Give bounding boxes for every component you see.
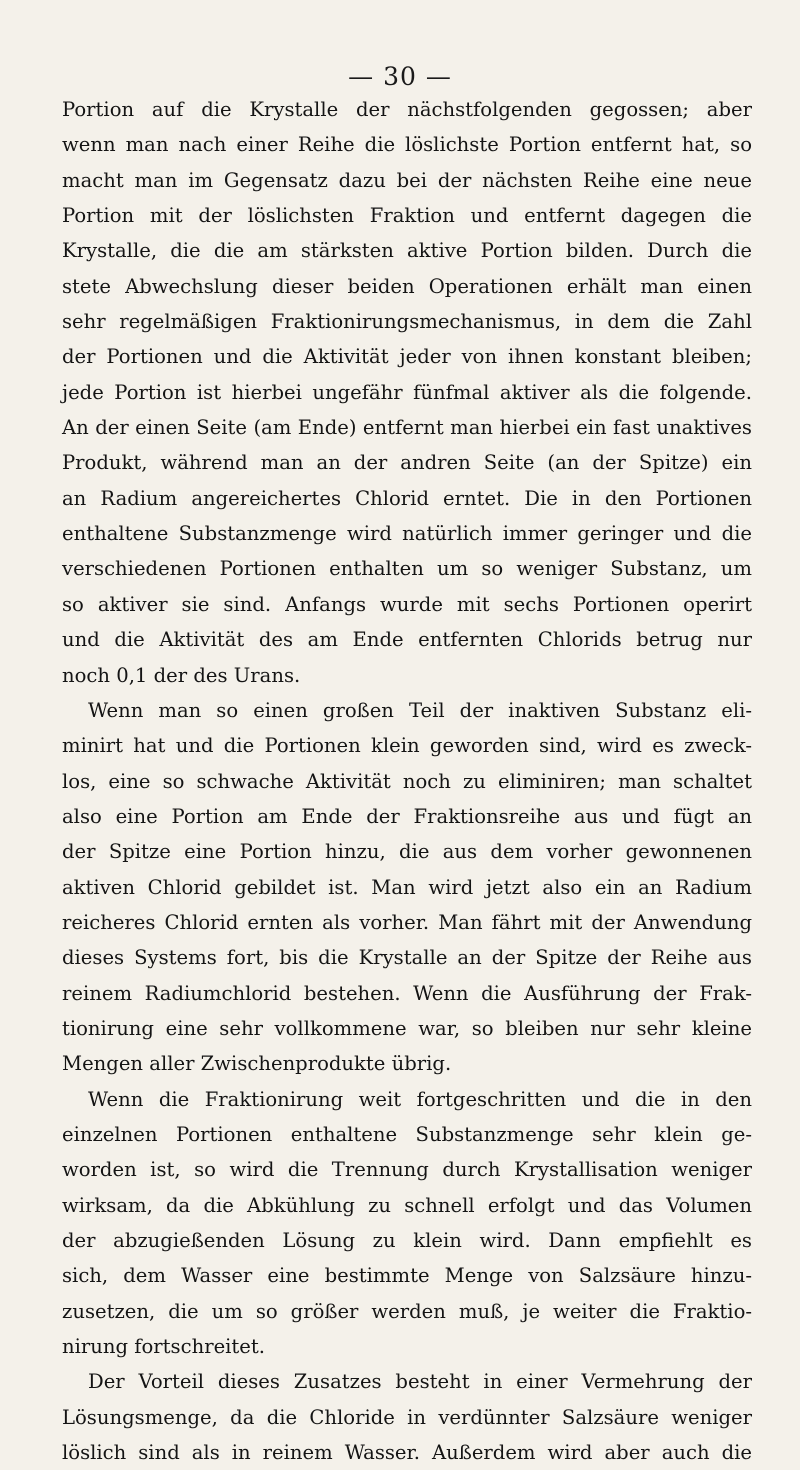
text-line: so aktiver sie sind. Anfangs wurde mit sechs Portionen operirt	[62, 592, 752, 616]
text-line: löslich sind als in reinem Wasser. Außerdem wird aber auch die	[62, 1441, 752, 1465]
text-line: Der Vorteil dieses Zusatzes besteht in einer Vermehrung der	[88, 1370, 752, 1394]
text-line: aktiven Chlorid gebildet ist. Man wird jetzt also ein an Radium	[62, 875, 752, 899]
text-line: worden ist, so wird die Trennung durch Krystallisation weniger	[62, 1158, 752, 1182]
text-line: verschiedenen Portionen enthalten um so weniger Substanz, um	[62, 557, 752, 581]
text-line: stete Abwechslung dieser beiden Operationen erhält man einen	[62, 274, 752, 298]
text-line: sehr regelmäßigen Fraktionirungsmechanismus, in dem die Zahl	[62, 310, 752, 334]
text-line: jede Portion ist hierbei ungefähr fünfmal aktiver als die folgende.	[62, 380, 752, 404]
text-line: Produkt, während man an der andren Seite (an der Spitze) ein	[62, 451, 752, 475]
text-line: einzelnen Portionen enthaltene Substanzmenge sehr klein ge-	[62, 1122, 752, 1146]
text-line: wenn man nach einer Reihe die löslichste Portion entfernt hat, so	[62, 133, 752, 157]
text-line: der abzugießenden Lösung zu klein wird. Dann empfiehlt es	[62, 1229, 752, 1252]
text-line: reinem Radiumchlorid bestehen. Wenn die Ausführung der Frak-	[62, 981, 752, 1005]
text-line: macht man im Gegensatz dazu bei der nächsten Reihe eine neue	[62, 168, 752, 192]
text-line: nirung fortschreitet.	[62, 1335, 265, 1359]
text-line: sich, dem Wasser eine bestimmte Menge von Salzsäure hinzu-	[62, 1264, 752, 1288]
text-line: los, eine so schwache Aktivität noch zu eliminiren; man schaltet	[62, 769, 752, 793]
text-line: der Spitze eine Portion hinzu, die aus dem vorher gewonnenen	[62, 840, 752, 864]
text-line: Portion auf die Krystalle der nächstfolgenden gegossen; aber	[62, 98, 752, 121]
text-line: reicheres Chlorid ernten als vorher. Man fährt mit der Anwendung	[62, 910, 752, 934]
text-line: und die Aktivität des am Ende entfernten Chlorids betrug nur	[62, 628, 752, 652]
text-line: Mengen aller Zwischenprodukte übrig.	[62, 1052, 452, 1076]
text-line: Krystalle, die die am stärksten aktive Portion bilden. Durch die	[62, 239, 752, 263]
body-text	[62, 92, 752, 1470]
text-line: Lösungsmenge, da die Chloride in verdünnter Salzsäure weniger	[62, 1405, 752, 1429]
text-line: minirt hat und die Portionen klein geworden sind, wird es zweck-	[62, 734, 752, 758]
text-line: der Portionen und die Aktivität jeder von ihnen konstant bleiben;	[62, 345, 752, 369]
text-line: zusetzen, die um so größer werden muß, je weiter die Fraktio-	[62, 1299, 752, 1323]
text-line: wirksam, da die Abkühlung zu schnell erfolgt und das Volumen	[62, 1193, 752, 1217]
text-line: Wenn die Fraktionirung weit fortgeschritten und die in den	[88, 1087, 752, 1111]
page-number: — 30 —	[348, 62, 452, 91]
text-line: dieses Systems fort, bis die Krystalle an der Spitze der Reihe aus	[62, 946, 752, 970]
text-line: Portion mit der löslichsten Fraktion und entfernt dagegen die	[62, 204, 752, 228]
text-line: an Radium angereichertes Chlorid erntet. Die in den Portionen	[62, 486, 752, 510]
text-line: Wenn man so einen großen Teil der inaktiven Substanz eli-	[88, 698, 752, 722]
text-line: tionirung eine sehr vollkommene war, so bleiben nur sehr kleine	[62, 1016, 752, 1040]
text-line: noch 0,1 der des Urans.	[62, 663, 301, 687]
text-line: An der einen Seite (am Ende) entfernt man hierbei ein fast unaktives	[62, 416, 752, 440]
text-line: also eine Portion am Ende der Fraktionsreihe aus und fügt an	[62, 804, 752, 828]
text-line: enthaltene Substanzmenge wird natürlich immer geringer und die	[62, 522, 752, 546]
